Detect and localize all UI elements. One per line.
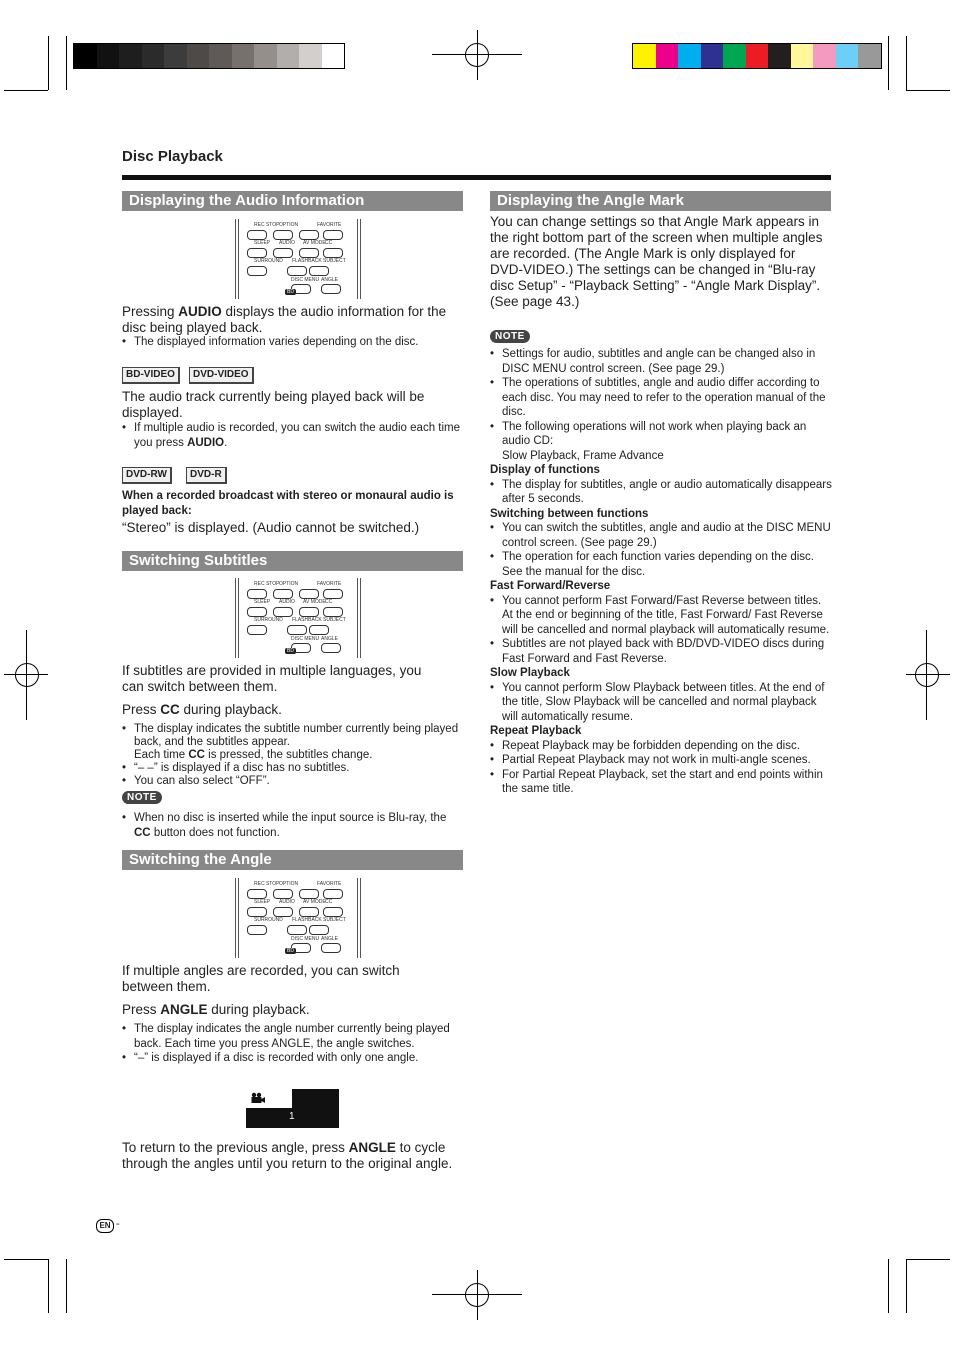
remote-illustration [235,219,361,299]
angle-return-text: To return to the previous angle, press ANGLE to cycle through the angles until you return to the original angle. [122,1140,453,1171]
crop-mark [4,1259,48,1260]
remote-label: FAVORITE [317,581,342,587]
remote-label: SLEEP [254,240,271,246]
tag-dvd-video: DVD-VIDEO [189,367,254,384]
remote-label: REC STOP [254,881,280,887]
remote-button [247,607,267,617]
remote-label: AUDIO [279,899,295,905]
remote-label: SUBJECT [323,258,346,264]
angle-display-screen [246,1089,292,1108]
color-swatch [74,44,97,68]
color-swatch [746,44,769,68]
remote-label: AUDIO [279,599,295,605]
crop-mark [48,1259,49,1313]
remote-label: FAVORITE [317,881,342,887]
remote-label: SUBJECT [323,917,346,923]
remote-button [273,907,293,917]
angle-mark-text: You can change settings so that Angle Mark appears in the right bottom part of the screen when multiple angles are recorded. (The Angle Mark is only displayed for DVD-VIDEO.) The settings can be changed in “Blu-ray disc Setup” - “Playback Setting” - “Angle Mark Display”. (See page 43.) [490,214,823,309]
remote-button [323,889,343,899]
remote-button [299,889,319,899]
remote-label: DISC MENU [291,636,320,642]
crop-mark [888,36,889,90]
color-swatch [791,44,814,68]
remote-illustration [235,878,361,958]
remote-label: DISC MENU [291,277,320,283]
remote-label: DISC MENU [291,936,320,942]
remote-label: OPTION [279,581,299,587]
color-swatch [322,44,345,68]
remote-button [247,248,267,258]
remote-label: REC STOP [254,581,280,587]
note-badge: NOTE [490,330,530,343]
remote-label: SLEEP [254,899,271,905]
crop-mark [66,1259,67,1313]
registration-line [26,630,27,720]
color-swatch [119,44,142,68]
remote-button [323,589,343,599]
crop-mark [906,1259,907,1313]
remote-label: FLASHBACK [292,917,322,923]
remote-button [247,230,267,240]
bd-badge: BD [287,289,294,295]
remote-button [309,266,329,276]
remote-label: OPTION [279,881,299,887]
color-swatch [187,44,210,68]
remote-label: SUBJECT [323,617,346,623]
remote-button [247,907,267,917]
broadcast-heading: When a recorded broadcast with stereo or monaural audio is played back: [122,490,454,517]
remote-button [323,907,343,917]
remote-button [323,607,343,617]
remote-label: REC STOP [254,222,280,228]
crop-mark [906,90,950,91]
remote-label: CC [325,899,333,905]
remote-button [273,230,293,240]
header-rule [122,175,831,180]
remote-label: AV MODE [303,899,326,905]
remote-button [287,625,307,635]
color-swatch [768,44,791,68]
remote-button [299,907,319,917]
crop-mark [888,1259,889,1313]
remote-button [273,889,293,899]
subtitles-bullets: • The display indicates the subtitle number currently being played back, and the subtitles appear. Each time CC is pressed, the subtitles change. • “– –” is displayed if a disc has no subtitles. • You can also select “OFF”. [122,723,464,788]
color-swatch [701,44,724,68]
color-swatch [142,44,165,68]
angle-mark-notes: • Settings for audio, subtitles and angle can be changed also in DISC MENU control screen. (See page 29.) • The operations of subtitles, angle and audio differ according to each disc. You may need to refer to the operation manual of the disc. • The following operations will not work when playing back an audio CD: Slow Playback, Frame Advance Display of functions • The display for subtitles, angle or audio automatically disappears after 5 seconds. Switching between functions • You can switch the subtitles, angle and audio at the DISC MENU control screen. (See page 29.) • The operation for each function varies depending on the disc. See the manual for the disc. Fast Forward/Reverse • You cannot perform Fast Forward/Fast Reverse between titles. At the end or beginning of the title, Fast Forward/ Fast Reverse will be cancelled and normal playback will automatically resume. • Subtitles are not played back with BD/DVD-VIDEO discs during Fast Forward and Fast Reverse. Slow Playback • You cannot perform Slow Playback between titles. At the end of the title, Slow Playback will be cancelled and normal playback will automatically resume. Repeat Playback • Repeat Playback may be forbidden depending on the disc. • Partial Repeat Playback may not work in multi-angle scenes. • For Partial Repeat Playback, set the start and end points within the same title. [490,347,832,797]
tag-dvd-rw: DVD-RW [122,467,172,484]
crop-mark [48,36,49,90]
remote-button [273,248,293,258]
remote-button [299,230,319,240]
color-swatch [656,44,679,68]
audio-track-text: The audio track currently being played back will be displayed. [122,389,425,420]
color-swatch [813,44,836,68]
heading-switching: Switching between functions [490,507,649,520]
registration-mark [15,663,39,687]
remote-button [309,625,329,635]
remote-label: SURROUND [254,258,283,264]
tag-bd-video: BD-VIDEO [122,367,180,384]
audio-text: Pressing AUDIO displays the audio information for the disc being played back. [122,304,447,335]
bd-badge: BD [287,948,294,954]
angle-text: If multiple angles are recorded, you can switch between them. [122,963,400,994]
remote-label: ANGLE [321,636,338,642]
remote-label: CC [325,599,333,605]
crop-mark [906,36,907,90]
remote-illustration [235,578,361,658]
remote-button [287,925,307,935]
color-swatch [723,44,746,68]
remote-label: FLASHBACK [292,258,322,264]
page-number-separator: - [116,1218,120,1230]
note-badge: NOTE [122,791,162,804]
remote-button [321,643,341,653]
remote-label: AV MODE [303,599,326,605]
page-title: Disc Playback [122,148,223,165]
color-swatch [678,44,701,68]
remote-label: FAVORITE [317,222,342,228]
crop-mark [66,36,67,90]
registration-mark [915,663,939,687]
remote-button [287,266,307,276]
color-swatch [836,44,859,68]
color-swatch [633,44,656,68]
remote-button [247,625,267,635]
color-swatch [164,44,187,68]
bd-badge: BD [287,648,294,654]
subtitles-press: Press CC during playback. [122,702,282,717]
color-swatch [299,44,322,68]
section-title-subtitles: Switching Subtitles [122,551,463,571]
color-swatch [97,44,120,68]
remote-button [247,589,267,599]
remote-label: FLASHBACK [292,617,322,623]
color-swatch [209,44,232,68]
remote-button [309,925,329,935]
heading-repeat-playback: Repeat Playback [490,725,582,737]
crop-mark [4,90,48,91]
remote-button [247,266,267,276]
remote-button [321,284,341,294]
section-title-audio: Displaying the Audio Information [122,191,463,211]
section-title-angle-mark: Displaying the Angle Mark [490,191,831,211]
angle-display [246,1089,339,1128]
remote-button [299,589,319,599]
camera-icon [250,1092,266,1104]
subtitles-text: If subtitles are provided in multiple languages, you can switch between them. [122,663,422,694]
remote-label: CC [325,240,333,246]
color-swatch [254,44,277,68]
remote-button [299,248,319,258]
remote-label: AUDIO [279,240,295,246]
heading-fast-forward: Fast Forward/Reverse [490,580,611,592]
color-swatch-bar [632,43,882,69]
remote-button [299,607,319,617]
tag-dvd-r: DVD-R [186,467,227,484]
heading-slow-playback: Slow Playback [490,667,570,679]
remote-label: SURROUND [254,917,283,923]
registration-line [906,674,950,675]
color-swatch [277,44,300,68]
remote-label: AV MODE [303,240,326,246]
audio-bullet: • The displayed information varies depending on the disc. [122,335,464,350]
audio-bullet-multi: • If multiple audio is recorded, you can switch the audio each time you press AUDIO. [122,421,464,450]
remote-button [323,230,343,240]
remote-label: ANGLE [321,277,338,283]
angle-press: Press ANGLE during playback. [122,1002,310,1017]
registration-line [477,30,478,80]
registration-line [926,630,927,720]
gray-swatch-bar [73,43,345,69]
page-number-badge: EN [96,1219,114,1233]
remote-label: OPTION [279,222,299,228]
remote-button [323,248,343,258]
registration-line [477,1270,478,1320]
remote-button [273,589,293,599]
section-title-angle: Switching the Angle [122,850,463,870]
color-swatch [858,44,881,68]
stereo-text: “Stereo” is displayed. (Audio cannot be switched.) [122,520,420,535]
crop-mark [906,1259,950,1260]
heading-display-functions: Display of functions [490,464,600,476]
remote-label: SLEEP [254,599,271,605]
remote-label: SURROUND [254,617,283,623]
remote-button [247,925,267,935]
color-swatch [232,44,255,68]
angle-bullets: • The display indicates the angle number currently being played back. Each time you press ANGLE, the angle switches. • “–” is displayed if a disc is recorded with only one angle. [122,1022,464,1066]
angle-number: 1 [289,1111,295,1122]
remote-label: ANGLE [321,936,338,942]
remote-button [247,889,267,899]
remote-button [273,607,293,617]
remote-button [321,943,341,953]
subtitles-note: • When no disc is inserted while the input source is Blu-ray, the CC button does not function. [122,811,464,840]
